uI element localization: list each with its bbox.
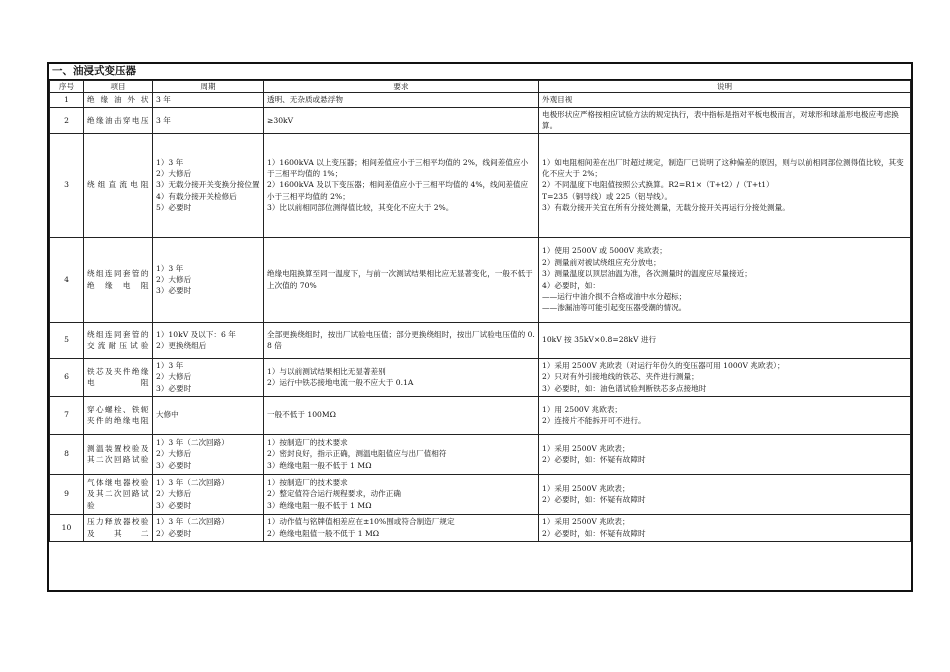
note-line: 1）采用 2500V 兆欧表（对运行年份久的变压器可用 1000V 兆欧表）； [542,361,785,371]
table-header-row [50,81,911,93]
test-item: 绝缘油外状 [84,93,153,107]
table-row [50,396,911,434]
requirement-cell [264,474,539,514]
document-page [47,62,913,592]
table-row [50,237,911,322]
table-row [50,434,911,474]
period-line: 1）10kV 及以下：6 年 [156,329,236,339]
period-line: 1）3 年（二次回路） [156,517,229,527]
test-item: 测温装置校验及其二次回路试验 [84,434,153,474]
note-line: 1）如电阻相间差在出厂时超过规定，制造厂已说明了这种偏差的原因，则与以前相同部位测得值比较，其变化不应大于 2%； [542,157,904,179]
test-item: 绕组连同套管的交流耐压试验 [84,322,153,358]
period-cell [153,514,264,541]
requirement-line: 一般不低于 100MΩ [267,410,336,420]
period-line: 2）大修后 [156,489,192,499]
note-line: 2）必要时，如：怀疑有故障时 [542,528,646,538]
requirement-line: 2）1600kVA 及以下变压器；相间差值应小于三相平均值的 4%，线间差值应小于三相平均值的 2%； [267,180,529,201]
test-item: 绝缘油击穿电压 [84,107,153,133]
period-line: 3）必要时 [156,460,192,470]
requirement-line: 3）比以前相同部位测得值比较，其变化不应大于 2%。 [267,203,454,213]
period-line: 3）无载分接开关变换分接位置 [156,180,260,190]
test-item: 绕组连同套管的绝缘电阻 [84,237,153,322]
row-number: 8 [50,434,84,474]
period-cell [153,434,264,474]
col-header-requirement: 要求 [264,81,539,93]
requirement-cell [264,107,539,133]
table-row [50,133,911,237]
note-cell [539,107,911,133]
col-header-item: 项目 [84,81,153,93]
requirement-line: 1）1600kVA 以上变压器；相间差值应小于三相平均值的 2%，线间差值应小于三相平均值的 1%； [267,157,529,179]
note-line: 4）必要时，如： [542,280,600,290]
requirement-cell [264,396,539,434]
note-cell [539,133,911,237]
note-line: 1）使用 2500V 或 5000V 兆欧表； [542,246,667,256]
test-item: 铁芯及夹件绝缘电阻 [84,358,153,396]
requirement-line: 1）动作值与铭牌值相差应在±10%围或符合制造厂规定 [267,517,455,527]
note-line: T=235（铜导线）或 225（铝导线）。 [542,191,673,201]
note-line: 10kV 按 35kV×0.8=28kV 进行 [542,335,657,345]
col-header-no: 序号 [50,81,84,93]
section-title: 一、油浸式变压器 [49,64,911,80]
requirement-cell [264,434,539,474]
note-cell [539,474,911,514]
test-items-table [49,80,911,542]
note-cell [539,93,911,107]
requirement-line: 2）运行中铁芯接地电流一般不应大于 0.1A [267,378,414,388]
period-line: 2）更换绕组后 [156,341,207,351]
requirement-line: 3）绝缘电阻一般不低于 1 MΩ [267,460,372,470]
requirement-cell [264,133,539,237]
period-line: 3）必要时 [156,500,192,510]
note-line: 2）必要时，如：怀疑有故障时 [542,455,646,465]
note-line: 2）不同温度下电阻值按照公式换算。R2=R1×（T+t2）/（T+t1） [542,180,774,190]
period-cell [153,474,264,514]
note-line: 2）连接片不能拆开可不进行。 [542,416,646,426]
requirement-line: ≥30kV [267,115,294,125]
table-row [50,93,911,107]
period-line: 1）3 年 [156,263,184,273]
note-cell [539,434,911,474]
note-line: 2）只对有外引接地线的铁芯、夹件进行测量； [542,372,699,382]
period-line: 大修中 [156,410,179,420]
period-line: 3 年 [156,115,171,125]
row-number: 3 [50,133,84,237]
requirement-cell [264,93,539,107]
note-line: 外观目视 [542,95,573,105]
table-row [50,322,911,358]
col-header-note: 说明 [539,81,911,93]
period-line: 5）必要时 [156,203,192,213]
period-line: 1）3 年 [156,157,184,167]
period-line: 2）大修后 [156,449,192,459]
note-line: 3）测量温度以顶层油温为准，各次测量时的温度应尽量接近； [542,269,752,279]
note-cell [539,358,911,396]
requirement-line: 1）按制造厂的技术要求 [267,478,348,488]
row-number: 9 [50,474,84,514]
col-header-period: 周期 [153,81,264,93]
note-line: ——运行中油介损不合格或油中水分超标； [542,292,687,302]
period-line: 4）有载分接开关检修后 [156,191,237,201]
period-cell [153,396,264,434]
test-item: 穿心螺栓、铁轭夹件的绝缘电阻 [84,396,153,434]
table-row [50,107,911,133]
note-line: 1）采用 2500V 兆欧表； [542,483,630,493]
requirement-line: 2）整定值符合运行规程要求，动作正确 [267,489,401,499]
requirement-cell [264,237,539,322]
period-line: 1）3 年（二次回路） [156,478,229,488]
period-cell [153,107,264,133]
requirement-line: 1）按制造厂的技术要求 [267,438,348,448]
requirement-cell [264,322,539,358]
note-line: 3）必要时，如：油色谱试验判断铁芯多点接地时 [542,383,707,393]
row-number: 10 [50,514,84,541]
row-number: 7 [50,396,84,434]
row-number: 1 [50,93,84,107]
period-cell [153,93,264,107]
test-item: 压力释放器校验及其二 [84,514,153,541]
requirement-cell [264,514,539,541]
row-number: 5 [50,322,84,358]
requirement-cell [264,358,539,396]
row-number: 6 [50,358,84,396]
note-cell [539,396,911,434]
period-line: 1）3 年（二次回路） [156,438,229,448]
note-cell [539,514,911,541]
period-line: 3）必要时 [156,286,192,296]
row-number: 2 [50,107,84,133]
period-cell [153,358,264,396]
note-line: 3）有载分接开关宜在所有分接处测量，无载分接开关再运行分接处测量。 [542,203,790,213]
period-cell [153,322,264,358]
period-line: 2）必要时 [156,528,192,538]
period-cell [153,237,264,322]
period-cell [153,133,264,237]
requirement-line: 2）绝缘电阻值一般不低于 1 MΩ [267,528,380,538]
table-row [50,358,911,396]
row-number: 4 [50,237,84,322]
requirement-line: 全部更换绕组时，按出厂试验电压值；部分更换绕组时，按出厂试验电压值的 0.8 倍 [267,329,535,351]
period-line: 1）3 年 [156,361,184,371]
period-line: 3）必要时 [156,383,192,393]
table-row [50,514,911,541]
test-item: 气体继电器校验及其二次回路试验 [84,474,153,514]
period-line: 2）大修后 [156,372,192,382]
note-cell [539,322,911,358]
requirement-line: 绝缘电阻换算至同一温度下，与前一次测试结果相比应无显著变化，一般不低于上次值的 70% [267,269,533,290]
note-line: ——渗漏油等可能引起变压器受潮的情况。 [542,303,687,313]
note-line: 2）测量前对被试绕组应充分放电； [542,257,661,267]
note-line: 1）采用 2500V 兆欧表； [542,443,630,453]
note-line: 电极形状应严格按相应试验方法的规定执行，表中指标是指对平板电极而言，对球形和球盖形电极应考虑换算。 [542,109,899,131]
requirement-line: 2）密封良好，指示正确，测温电阻值应与出厂值相符 [267,449,447,459]
requirement-line: 透明、无杂质或悬浮物 [267,95,343,105]
period-line: 2）大修后 [156,169,192,179]
note-line: 1）采用 2500V 兆欧表； [542,517,630,527]
note-line: 2）必要时，如：怀疑有故障时 [542,495,646,505]
period-line: 3 年 [156,95,171,105]
period-line: 2）大修后 [156,274,192,284]
requirement-line: 3）绝缘电阻一般不低于 1 MΩ [267,500,372,510]
requirement-line: 1）与以前测试结果相比无显著差别 [267,366,386,376]
note-line: 1）用 2500V 兆欧表； [542,404,623,414]
test-item: 绕组直流电阻 [84,133,153,237]
table-row [50,474,911,514]
note-cell [539,237,911,322]
